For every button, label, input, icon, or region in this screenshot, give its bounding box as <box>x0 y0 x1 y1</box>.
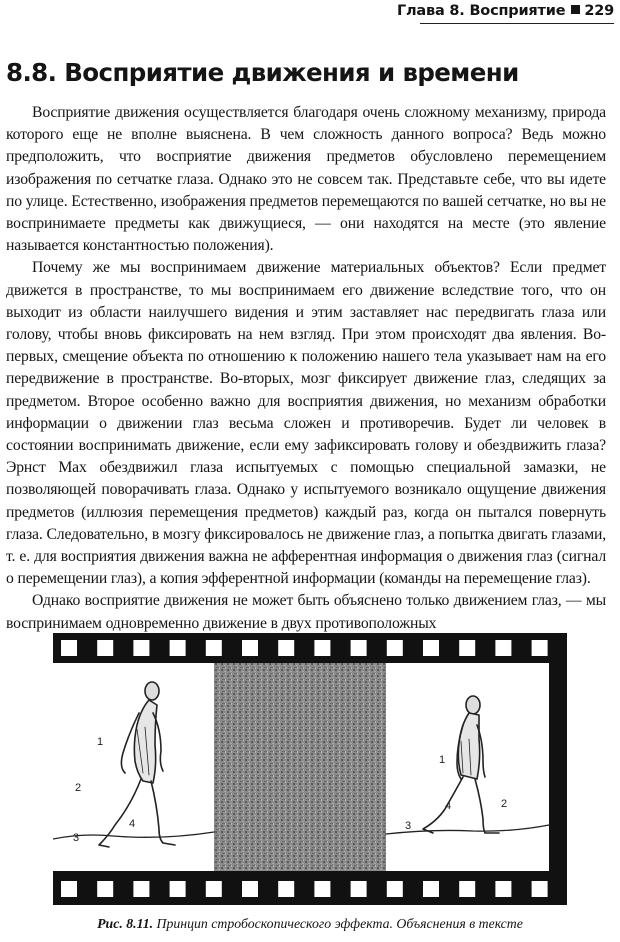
figure-caption-text: Принцип стробоскопического эффекта. Объяснения в тексте <box>156 916 523 931</box>
sprocket-hole-bottom-7 <box>278 881 294 897</box>
figure-caption <box>0 916 620 932</box>
sprocket-hole-top-11 <box>423 640 439 656</box>
sprocket-hole-top-14 <box>532 640 548 656</box>
sprocket-hole-top-9 <box>351 640 367 656</box>
filmstrip-figure <box>53 633 567 905</box>
sprocket-hole-bottom-12 <box>459 881 475 897</box>
paragraph-3: Однако восприятие движения не может быть объяснено только движением глаз, — мы воспринимаем одновременно движение в двух противоположных <box>6 592 606 632</box>
sprocket-hole-top-12 <box>459 640 475 656</box>
running-head <box>397 0 614 22</box>
sprocket-hole-bottom-5 <box>206 881 222 897</box>
right-label-4: 4 <box>445 800 452 812</box>
left-label-4: 4 <box>129 818 136 830</box>
sprocket-hole-bottom-13 <box>495 881 511 897</box>
film-frame-middle-dark <box>214 663 386 871</box>
sprocket-hole-top-6 <box>242 640 258 656</box>
sprocket-hole-top-4 <box>170 640 186 656</box>
sprocket-hole-top-3 <box>133 640 149 656</box>
sprocket-hole-bottom-3 <box>133 881 149 897</box>
right-label-3: 3 <box>405 820 412 832</box>
sprocket-hole-bottom-8 <box>314 881 330 897</box>
sprocket-hole-top-1 <box>61 640 77 656</box>
right-label-1: 1 <box>439 754 446 766</box>
sprocket-hole-top-7 <box>278 640 294 656</box>
sprocket-hole-top-8 <box>314 640 330 656</box>
page-number: 229 <box>584 3 614 19</box>
left-label-1: 1 <box>97 736 104 748</box>
sprocket-hole-top-5 <box>206 640 222 656</box>
sprocket-hole-bottom-11 <box>423 881 439 897</box>
left-label-2: 2 <box>75 782 82 794</box>
square-bullet-icon <box>571 5 580 14</box>
sprocket-hole-top-2 <box>97 640 113 656</box>
body-text <box>6 102 606 635</box>
left-label-3: 3 <box>73 832 80 844</box>
sprocket-hole-bottom-1 <box>61 881 77 897</box>
right-label-2: 2 <box>501 798 508 810</box>
header-rule <box>420 23 614 24</box>
figure-number: Рис. 8.11. <box>97 916 154 931</box>
paragraph-1: Восприятие движения осуществляется благодаря очень сложному механизму, природа которого еще не вполне выяснена. В чем сложность данного вопроса? Ведь можно предположить, что восприятие движения предметов обусловлено перемещением изображения по сетчатке глаза. Однако это не совсем так. Представьте себе, что вы идете по улице. Естественно, изображения предметов перемещаются по вашей сетчатке, но вы не воспринимаете предметы как движущиеся, — они находятся на месте (это явление называется константностью положения). <box>6 104 606 255</box>
paragraph-2: Почему же мы воспринимаем движение материальных объектов? Если предмет движется в пространстве, то мы воспринимаем его движение вследствие того, что он выходит из области наилучшего видения и этим заставляет нас передвигать глаза или голову, чтобы вновь фиксировать на нем взгляд. При этом происходят два явления. Во-первых, смещение объекта по отношению к положению нашего тела указывает нам на его передвижение в пространстве. Во-вторых, мозг фиксирует движение глаз, следящих за предметом. Второе особенно важно для восприятия движения, но механизм обработки информации о движении глаз весьма сложен и противоречив. Будет ли человек в состоянии воспринимать движение, если ему зафиксировать голову и обездвижить глаза? Эрнст Мах обездвижил глаза испытуемых с помощью специальной замазки, не позволяющей поворачивать глаза. Однако у испытуемого возникало ощущение движения предметов (иллюзия перемещения предметов) каждый раз, когда он пытался повернуть глаза. Следовательно, в мозгу фиксировалось не движение глаз, а попытка двигать глазами, т. е. для восприятия движения важна не афферентная информация о движения глаз (сигнал о перемещении глаз), а копия эфферентной информации (команды на перемещение глаз). <box>6 259 606 588</box>
sprocket-hole-bottom-10 <box>387 881 403 897</box>
sprocket-hole-top-10 <box>387 640 403 656</box>
sprocket-hole-bottom-4 <box>170 881 186 897</box>
sprocket-hole-bottom-6 <box>242 881 258 897</box>
sprocket-hole-bottom-9 <box>351 881 367 897</box>
sprocket-hole-bottom-14 <box>532 881 548 897</box>
section-title: 8.8. Восприятие движения и времени <box>6 58 519 87</box>
sprocket-hole-bottom-2 <box>97 881 113 897</box>
sprocket-hole-top-13 <box>495 640 511 656</box>
running-head-chapter: Глава 8. Восприятие <box>396 3 566 19</box>
